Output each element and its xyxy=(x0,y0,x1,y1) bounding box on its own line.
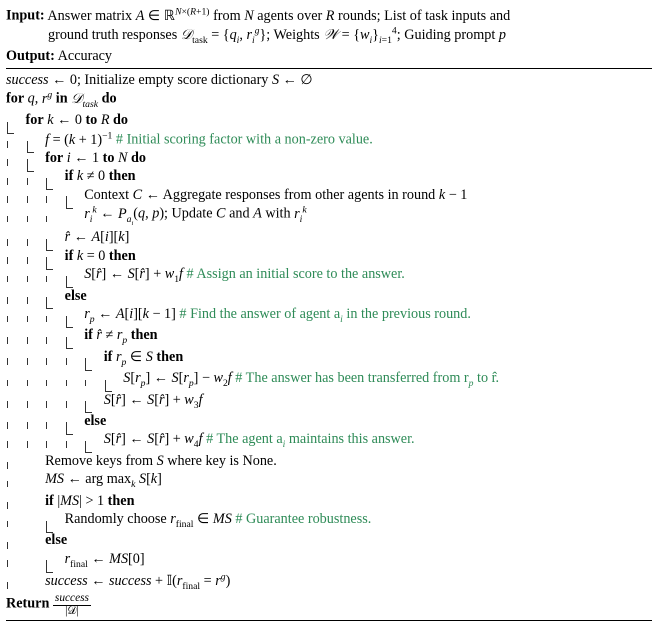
algo-update-text: $r_i^k$ ← $P_{a_i}(q$, p); Update C and A with $r_i^k$ xyxy=(84,204,307,227)
algo-line-success-update xyxy=(6,571,652,593)
algo-line-rp xyxy=(6,305,652,326)
kw-for-2: for xyxy=(25,112,44,129)
kw-else-2: else xyxy=(84,412,107,429)
algo-comment-1: # Initial scoring factor with a non-zero value. xyxy=(115,131,373,148)
algo-line-if-rp-in-s: if $r_p$ ∈ S then xyxy=(103,348,184,368)
algo-success-update-text: success ← success + $𝕀(r_{final} = r^g)$ xyxy=(45,571,231,592)
algo-line-init xyxy=(6,71,652,89)
algo-line-else-2 xyxy=(6,412,652,430)
algo-comment-3: # Find the answer of agent $a_i$ in the previous round. xyxy=(179,306,471,325)
algo-comment-6: # Guarantee robustness. xyxy=(235,511,372,528)
kw-if-5: if xyxy=(45,492,54,509)
algo-line-transfer xyxy=(6,369,652,390)
kw-then-1: then xyxy=(108,168,136,185)
algo-transfer-text: $S[r_p]$ ← $S[r_p] - w_2f$ xyxy=(123,370,232,390)
algo-loop-vars-1: q xyxy=(27,90,35,107)
input-text-part2: ground truth responses 𝒟$_{task}$ = {$q_i$, $r_i^g$}; Weights 𝒲 = $\{w_i\}_{i=1}^4$; Guiding prompt p xyxy=(48,25,506,46)
kw-to-1: to xyxy=(85,112,98,129)
algo-line-for-rounds: for k ← 0 to R do xyxy=(25,112,129,129)
algo-comment-4: # The answer has been transferred from $r_p$ to r̂. xyxy=(235,370,500,390)
algo-line-for-task: for q, $r^g$ in 𝒟$_{task}$ do xyxy=(6,89,117,110)
algo-line-maintain xyxy=(6,430,652,451)
kw-for-1: for xyxy=(6,90,25,107)
algo-return-denominator: |𝒟| xyxy=(65,605,79,618)
algo-comment-5: # The agent $a_i$ maintains this answer. xyxy=(206,431,415,451)
algo-line-ms0 xyxy=(6,550,652,571)
algo-line-assign-initial xyxy=(6,265,652,286)
algo-random-choose-text: Randomly choose $r_{final}$ ∈ MS xyxy=(64,511,232,530)
algo-line-for-agents: for i ← 1 to N do xyxy=(45,149,147,166)
output-value: Accuracy xyxy=(57,48,113,65)
algo-line-init-text: success ← 0; Initialize empty score dictionary S ← ∅ xyxy=(6,71,313,88)
algo-dataset-1: 𝒟$_{task}$ xyxy=(71,90,99,110)
algo-line-ms xyxy=(6,470,652,491)
algo-return-fraction xyxy=(53,593,91,618)
algo-maintain-text: S[r̂] ← S[r̂] + $w_4f$ xyxy=(103,431,203,451)
algo-line-update xyxy=(6,204,652,228)
algo-line-remove-keys xyxy=(6,452,652,470)
algo-context-text: Context C ← Aggregate responses from other agents in round k − 1 xyxy=(84,186,468,203)
algo-ms0-text: $r_{final}$ ← MS[0] xyxy=(64,550,145,570)
kw-to-2: to xyxy=(102,149,115,166)
kw-do-3: do xyxy=(131,149,147,166)
algo-line-if-ms-gt-1 xyxy=(6,492,652,510)
algo-remove-keys-text: Remove keys from S where key is None. xyxy=(45,452,277,469)
algo-comment-2: # Assign an initial score to the answer. xyxy=(186,266,405,283)
algo-ms-cond: |MS| > 1 xyxy=(57,492,105,509)
kw-if-3: if xyxy=(84,327,93,344)
algo-rp-text: $r_p$ ← A[i][k − 1] xyxy=(84,306,176,325)
kw-if-1: if xyxy=(64,168,74,185)
kw-else-1: else xyxy=(64,287,87,304)
kw-then-4: then xyxy=(156,348,184,365)
algo-line-return xyxy=(6,593,652,618)
algo-factor-expr: $f = (k + 1)^{-1}$ xyxy=(45,129,113,148)
output-label: Output: xyxy=(6,48,55,65)
algo-rhat-text: r̂ ← A[i][k] xyxy=(64,229,130,246)
kw-do-1: do xyxy=(101,90,117,107)
input-text-part1: Answer matrix A ∈ ℝ$^{N\times(R+1)}$ from N agents over R rounds; List of task inputs and xyxy=(47,6,511,24)
input-label: Input: xyxy=(6,7,45,24)
algo-line-factor xyxy=(6,130,652,149)
kw-else-3: else xyxy=(45,532,68,549)
kw-if-4: if xyxy=(103,348,113,365)
algo-line-else-3 xyxy=(6,531,652,549)
algo-ms-text: MS ← arg $\max_k S[k]$ xyxy=(45,471,162,491)
kw-then-2: then xyxy=(108,247,136,264)
algo-line-else-1 xyxy=(6,287,652,305)
kw-if-2: if xyxy=(64,247,74,264)
kw-in-1: in xyxy=(55,90,68,107)
kw-then-5: then xyxy=(107,492,135,509)
algo-line-add-w3 xyxy=(6,391,652,412)
kw-then-3: then xyxy=(130,327,158,344)
algo-line-if-rhat-neq-rp: if r̂ ≠ $r_p$ then xyxy=(84,327,158,347)
algo-line-context xyxy=(6,186,652,204)
algo-line-random-choose xyxy=(6,510,652,531)
algo-line-if-k-neq-0: if k ≠ 0 then xyxy=(64,168,136,185)
algorithm-input-line-2 xyxy=(6,25,652,47)
algo-return-numerator: success xyxy=(54,592,89,605)
algo-assign-initial-text: S[r̂] ← S[r̂] + $w_1f$ xyxy=(84,266,183,286)
algorithm-output-line xyxy=(6,47,652,65)
algo-add-w3-text: S[r̂] ← S[r̂] + $w_3f$ xyxy=(103,391,203,411)
algorithm-input-line-1 xyxy=(6,6,652,25)
algo-line-if-k-eq-0: if k = 0 then xyxy=(64,247,136,264)
algorithm-rule-top xyxy=(6,68,652,69)
kw-for-3: for xyxy=(45,149,64,166)
algo-line-rhat xyxy=(6,228,652,246)
kw-do-2: do xyxy=(113,112,129,129)
kw-return: Return xyxy=(6,596,50,613)
